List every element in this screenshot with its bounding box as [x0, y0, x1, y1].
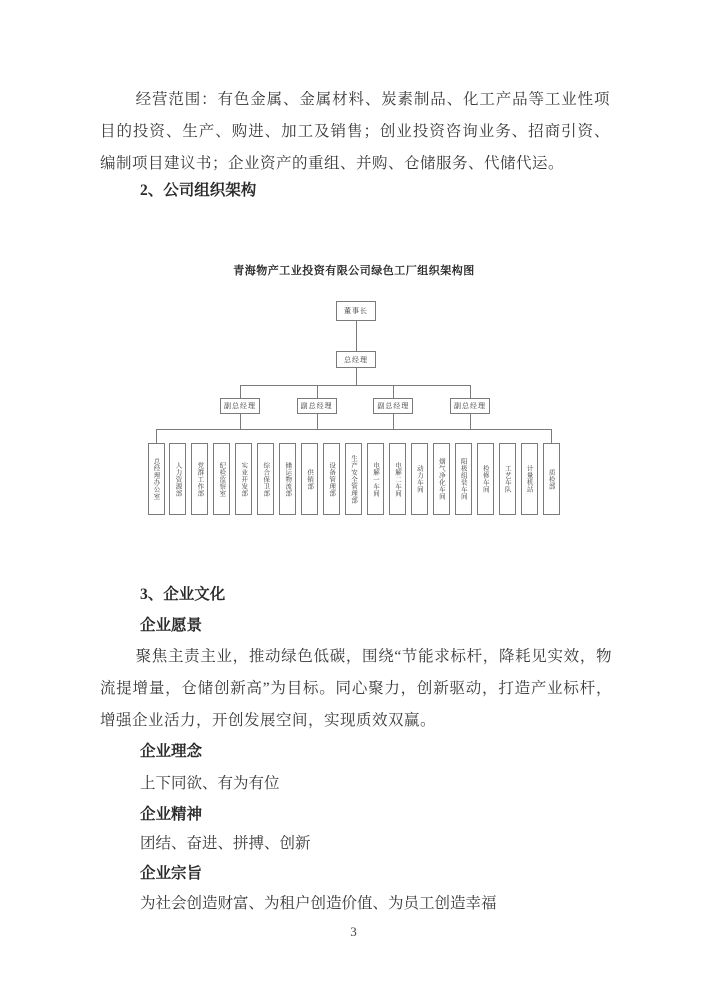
connector-line	[393, 414, 394, 429]
org-box-department: 阳极组装车间	[455, 443, 472, 515]
label-spirit: 企业精神	[140, 806, 203, 823]
org-box-deputy-gm: 副总经理	[220, 398, 260, 414]
connector-line	[356, 321, 357, 351]
business-scope-paragraph: 经营范围：有色金属、金属材料、炭素制品、化工产品等工业性项目的投资、生产、购进、加工及销售；创业投资咨询业务、招商引资、编制项目建议书；企业资产的重组、并购、仓储服务、代储代运。	[100, 91, 610, 172]
org-box-department: 党群工作部	[191, 443, 208, 515]
connector-line	[240, 414, 241, 429]
org-chart-title: 青海物产工业投资有限公司绿色工厂组织架构图	[233, 265, 475, 277]
connector-line	[317, 385, 318, 398]
org-box-department: 工艺车队	[499, 443, 516, 515]
connector-line	[393, 385, 394, 398]
org-box-department: 烟气净化车间	[433, 443, 450, 515]
org-box-department: 实业开发部	[235, 443, 252, 515]
heading-corporate-culture: 3、企业文化	[140, 586, 226, 603]
org-box-department: 纪检监察室	[213, 443, 230, 515]
org-box-department: 电解二车间	[389, 443, 406, 515]
connector-line	[156, 429, 552, 430]
org-box-department: 供销部	[301, 443, 318, 515]
label-philosophy: 企业理念	[140, 743, 203, 760]
connector-line	[317, 414, 318, 429]
org-box-department: 动力车间	[411, 443, 428, 515]
connector-line	[470, 385, 471, 398]
org-box-general-manager: 总经理	[336, 351, 376, 368]
purpose-text: 为社会创造财富、为租户创造价值、为员工创造幸福	[140, 895, 497, 912]
org-box-department: 储运物流部	[279, 443, 296, 515]
org-box-chairman: 董事长	[336, 301, 376, 321]
org-box-department: 电解一车间	[367, 443, 384, 515]
org-box-department: 计量机站	[521, 443, 538, 515]
page-number: 3	[350, 924, 357, 939]
spirit-text: 团结、奋进、拼搏、创新	[140, 835, 311, 852]
org-box-department: 生产安全管理部	[345, 443, 362, 515]
philosophy-text: 上下同欲、有为有位	[140, 775, 280, 792]
org-box-department: 检修车间	[477, 443, 494, 515]
org-box-department: 人力资源部	[169, 443, 186, 515]
org-box-department: 总经理办公室	[148, 443, 165, 515]
connector-line	[240, 385, 471, 386]
org-box-department: 质检部	[543, 443, 560, 515]
org-box-department: 设备管理部	[323, 443, 340, 515]
org-box-department: 综合保卫部	[257, 443, 274, 515]
connector-line	[240, 385, 241, 398]
heading-org-structure: 2、公司组织架构	[140, 182, 257, 199]
org-box-deputy-gm: 副总经理	[373, 398, 413, 414]
org-box-deputy-gm: 副总经理	[297, 398, 337, 414]
connector-line	[470, 414, 471, 429]
label-vision: 企业愿景	[140, 617, 203, 634]
connector-line	[156, 429, 157, 443]
vision-paragraph: 聚焦主责主业，推动绿色低碳，围绕“节能求标杆，降耗见实效，物流提增量，仓储创新高”为目标。同心聚力，创新驱动，打造产业标杆，增强企业活力，开创发展空间，实现质效双赢。	[100, 648, 612, 729]
org-box-deputy-gm: 副总经理	[450, 398, 490, 414]
connector-line	[551, 429, 552, 443]
connector-line	[356, 367, 357, 385]
label-purpose: 企业宗旨	[140, 865, 203, 882]
